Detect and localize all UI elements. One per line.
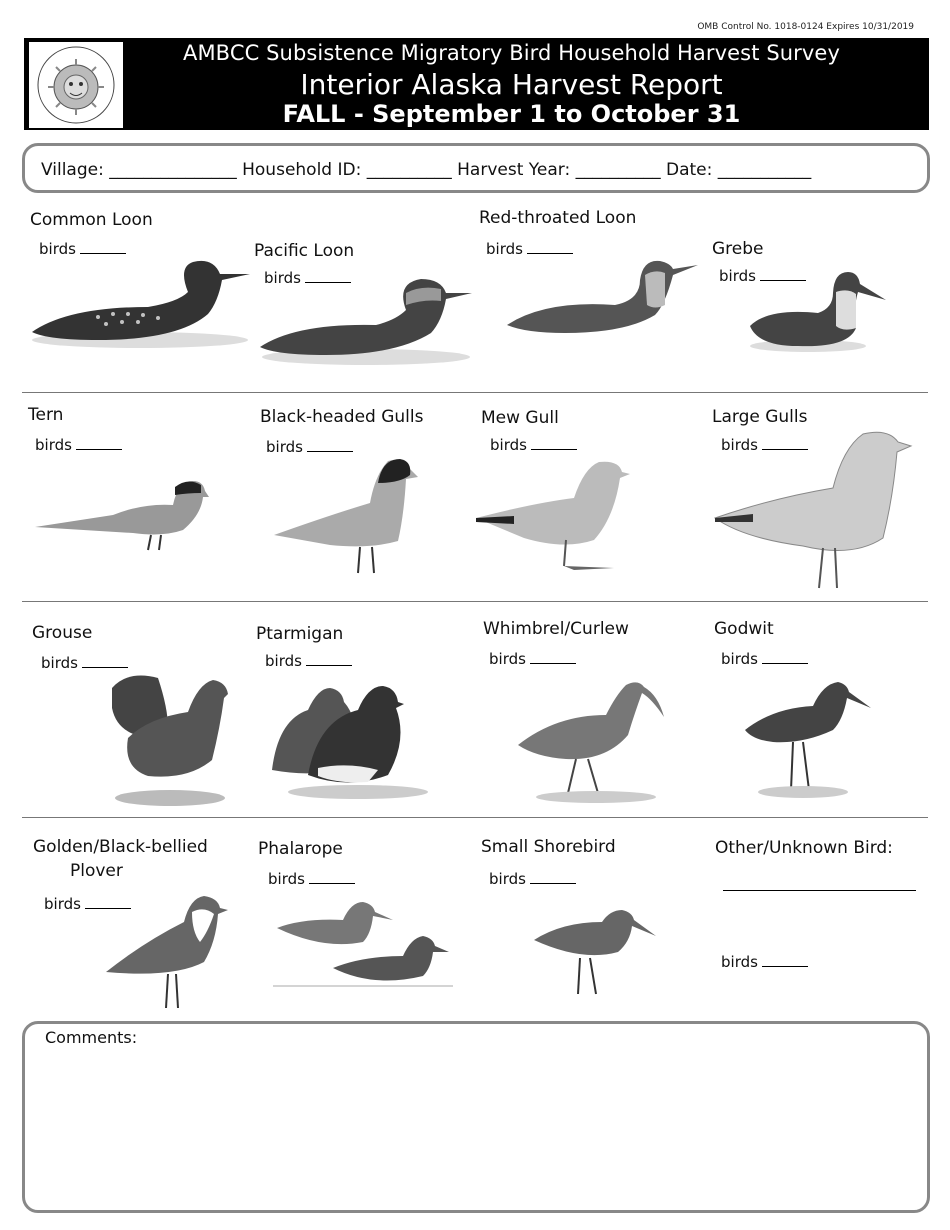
red-throated-loon-illustration: [505, 255, 700, 340]
godwit-illustration: [743, 680, 873, 800]
ptarmigan-illustration: [268, 680, 438, 805]
grebe-illustration: [748, 268, 888, 358]
birds-count-field[interactable]: birds: [486, 240, 573, 258]
mew-gull-illustration: [474, 458, 634, 573]
household-fields[interactable]: Village: _______________ Household ID: __________ Harvest Year: __________ Date: ___________: [41, 160, 812, 180]
birds-count-field[interactable]: birds: [721, 436, 808, 454]
species-name: Red-throated Loon: [479, 208, 637, 228]
species-name: Small Shorebird: [481, 837, 616, 857]
household-id-box: [22, 143, 930, 193]
species-name: Golden/Black-bellied: [33, 837, 208, 857]
plover-illustration: [104, 892, 234, 1014]
survey-title: AMBCC Subsistence Migratory Bird Household Harvest Survey: [183, 41, 840, 65]
report-title: Interior Alaska Harvest Report: [300, 68, 723, 101]
species-name: Grouse: [32, 623, 93, 643]
species-name: Godwit: [714, 619, 774, 639]
birds-count-field[interactable]: birds: [35, 436, 122, 454]
species-name: Other/Unknown Bird:: [715, 838, 893, 858]
phalarope-illustration: [273, 898, 453, 993]
row-divider: [22, 601, 928, 602]
species-name: Ptarmigan: [256, 624, 344, 644]
common-loon-illustration: [28, 252, 252, 352]
birds-count-field[interactable]: birds: [489, 870, 576, 888]
birds-count-field[interactable]: birds: [264, 269, 351, 287]
birds-count-field[interactable]: birds: [41, 654, 128, 672]
birds-count-field[interactable]: birds: [721, 650, 808, 668]
large-gull-illustration: [713, 428, 913, 598]
season-title: FALL - September 1 to October 31: [282, 100, 741, 128]
row-divider: [22, 817, 928, 818]
comments-box[interactable]: [22, 1021, 930, 1213]
birds-count-field[interactable]: birds: [266, 438, 353, 456]
species-name-line2: Plover: [70, 861, 123, 881]
omb-control-number: OMB Control No. 1018-0124 Expires 10/31/2019: [697, 22, 914, 32]
grouse-illustration: [108, 668, 233, 810]
tern-illustration: [33, 475, 213, 555]
species-name: Common Loon: [30, 210, 153, 230]
birds-count-field[interactable]: birds: [721, 953, 808, 971]
species-name: Pacific Loon: [254, 241, 355, 261]
species-name: Mew Gull: [481, 408, 559, 428]
row-divider: [22, 392, 928, 393]
birds-count-field[interactable]: birds: [719, 267, 806, 285]
birds-count-field[interactable]: birds: [39, 240, 126, 258]
pacific-loon-illustration: [256, 275, 476, 375]
species-name: Phalarope: [258, 839, 343, 859]
other-species-field[interactable]: [723, 890, 916, 891]
birds-count-field[interactable]: birds: [265, 652, 352, 670]
species-name: Tern: [28, 405, 64, 425]
species-name: Grebe: [712, 239, 764, 259]
header-banner: [24, 38, 929, 130]
birds-count-field[interactable]: birds: [268, 870, 355, 888]
birds-count-field[interactable]: birds: [44, 895, 131, 913]
small-shorebird-illustration: [532, 908, 657, 1000]
whimbrel-curlew-illustration: [516, 675, 666, 805]
birds-count-field[interactable]: birds: [490, 436, 577, 454]
species-name: Whimbrel/Curlew: [483, 619, 629, 639]
species-name: Black-headed Gulls: [260, 407, 424, 427]
birds-count-field[interactable]: birds: [489, 650, 576, 668]
comments-label: Comments:: [45, 1028, 138, 1047]
species-name: Large Gulls: [712, 407, 808, 427]
black-headed-gull-illustration: [270, 455, 420, 580]
